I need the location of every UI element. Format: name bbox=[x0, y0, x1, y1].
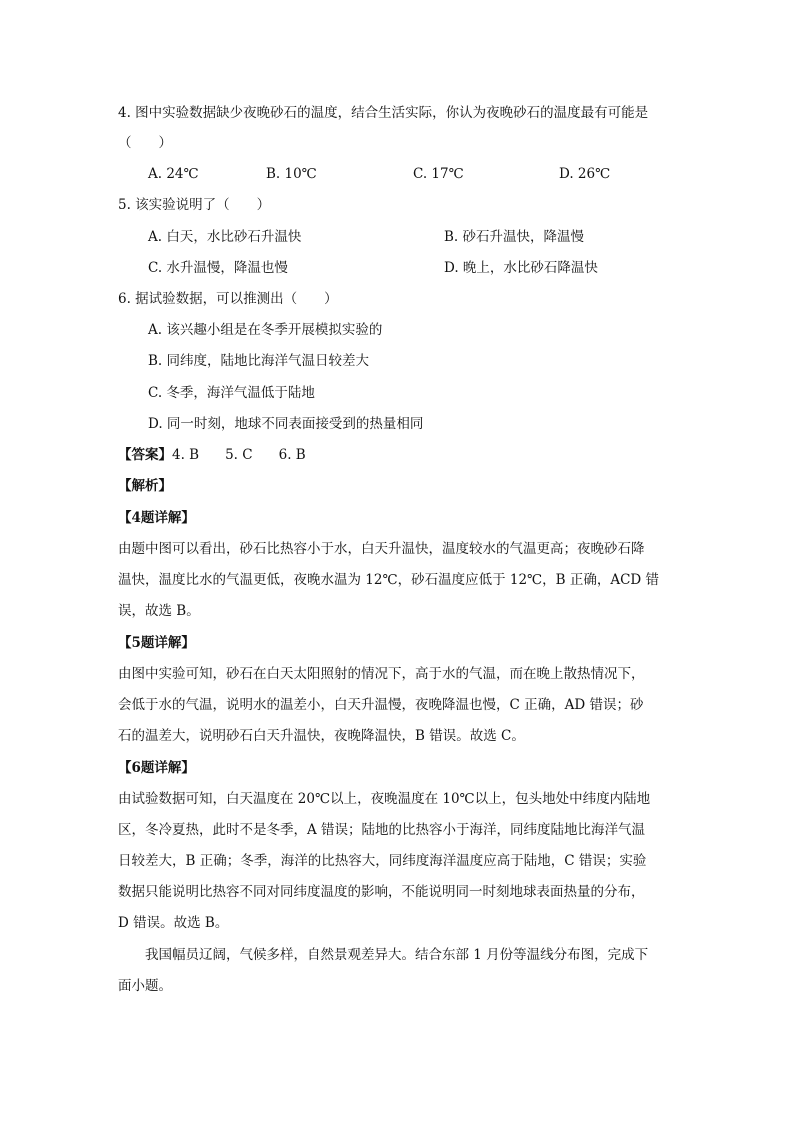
detail-5-line: 石的温差大，说明砂石白天升温快，夜晚降温快，B 错误。故选 C。 bbox=[118, 728, 525, 744]
detail-5-label: 【5题详解】 bbox=[118, 635, 195, 651]
question-5-option-c: C. 水升温慢，降温也慢 bbox=[148, 260, 288, 276]
detail-6-line: 日较差大，B 正确；冬季，海洋的比热容大，同纬度海洋温度应高于陆地，C 错误；实验 bbox=[118, 853, 647, 869]
question-4-option-d: D. 26℃ bbox=[559, 166, 611, 182]
detail-5-line: 会低于水的气温，说明水的温差小，白天升温慢，夜晚降温也慢，C 正确，AD 错误；砂 bbox=[118, 697, 644, 713]
question-5-option-d: D. 晚上，水比砂石降温快 bbox=[444, 260, 598, 276]
question-4-option-c: C. 17℃ bbox=[413, 166, 464, 182]
detail-4-line: 误，故选 B。 bbox=[118, 603, 200, 619]
question-4-option-b: B. 10℃ bbox=[266, 166, 317, 182]
detail-6-label: 【6题详解】 bbox=[118, 760, 195, 776]
answer-5: 5. C bbox=[225, 447, 253, 463]
next-question-intro bbox=[118, 940, 676, 1002]
answer-4: 4. B bbox=[172, 447, 200, 463]
answer-label: 【答案】 bbox=[118, 447, 172, 463]
question-6-option-d: D. 同一时刻，地球不同表面接受到的热量相同 bbox=[148, 416, 424, 432]
detail-6-body bbox=[118, 784, 676, 939]
question-4-option-a: A. 24℃ bbox=[148, 166, 199, 182]
question-6-option-b: B. 同纬度，陆地比海洋气温日较差大 bbox=[148, 353, 370, 369]
detail-5-body bbox=[118, 659, 676, 752]
analysis-label: 【解析】 bbox=[118, 478, 172, 494]
detail-4-body bbox=[118, 534, 676, 627]
question-5-stem: 5. 该实验说明了（ ） bbox=[118, 197, 271, 213]
question-4-stem: 4. 图中实验数据缺少夜晚砂石的温度，结合生活实际，你认为夜晚砂石的温度最有可能是 bbox=[118, 105, 649, 121]
question-6-option-a: A. 该兴趣小组是在冬季开展模拟实验的 bbox=[148, 322, 383, 338]
intro-line: 面小题。 bbox=[118, 978, 172, 994]
detail-4-label: 【4题详解】 bbox=[118, 510, 195, 526]
detail-5-line: 由图中实验可知，砂石在白天太阳照射的情况下，高于水的气温，而在晚上散热情况下， bbox=[118, 666, 645, 682]
question-5-option-a: A. 白天，水比砂石升温快 bbox=[148, 229, 302, 245]
question-5-option-b: B. 砂石升温快，降温慢 bbox=[444, 229, 585, 245]
detail-6-line: 由试验数据可知，白天温度在 20℃以上，夜晚温度在 10℃以上，包头地处中纬度内陆地 bbox=[118, 791, 651, 807]
question-6-option-c: C. 冬季，海洋气温低于陆地 bbox=[148, 385, 315, 401]
detail-6-line: 数据只能说明比热容不同对同纬度温度的影响，不能说明同一时刻地球表面热量的分布， bbox=[118, 884, 645, 900]
detail-6-line: 区，冬冷夏热，此时不是冬季，A 错误；陆地的比热容小于海洋，同纬度陆地比海洋气温 bbox=[118, 822, 646, 838]
detail-4-line: 由题中图可以看出，砂石比热容小于水，白天升温快，温度较水的气温更高；夜晚砂石降 bbox=[118, 541, 645, 557]
question-4-paren: （ ） bbox=[118, 135, 172, 151]
detail-6-line: D 错误。故选 B。 bbox=[118, 915, 229, 931]
intro-line: 我国幅员辽阔，气候多样，自然景观差异大。结合东部 1 月份等温线分布图，完成下 bbox=[118, 947, 649, 963]
answer-line bbox=[118, 445, 678, 465]
answer-6: 6. B bbox=[278, 447, 306, 463]
detail-4-line: 温快，温度比水的气温更低，夜晚水温为 12℃，砂石温度应低于 12℃，B 正确，ACD 错 bbox=[118, 572, 660, 588]
question-6-stem: 6. 据试验数据，可以推测出（ ） bbox=[118, 291, 338, 307]
